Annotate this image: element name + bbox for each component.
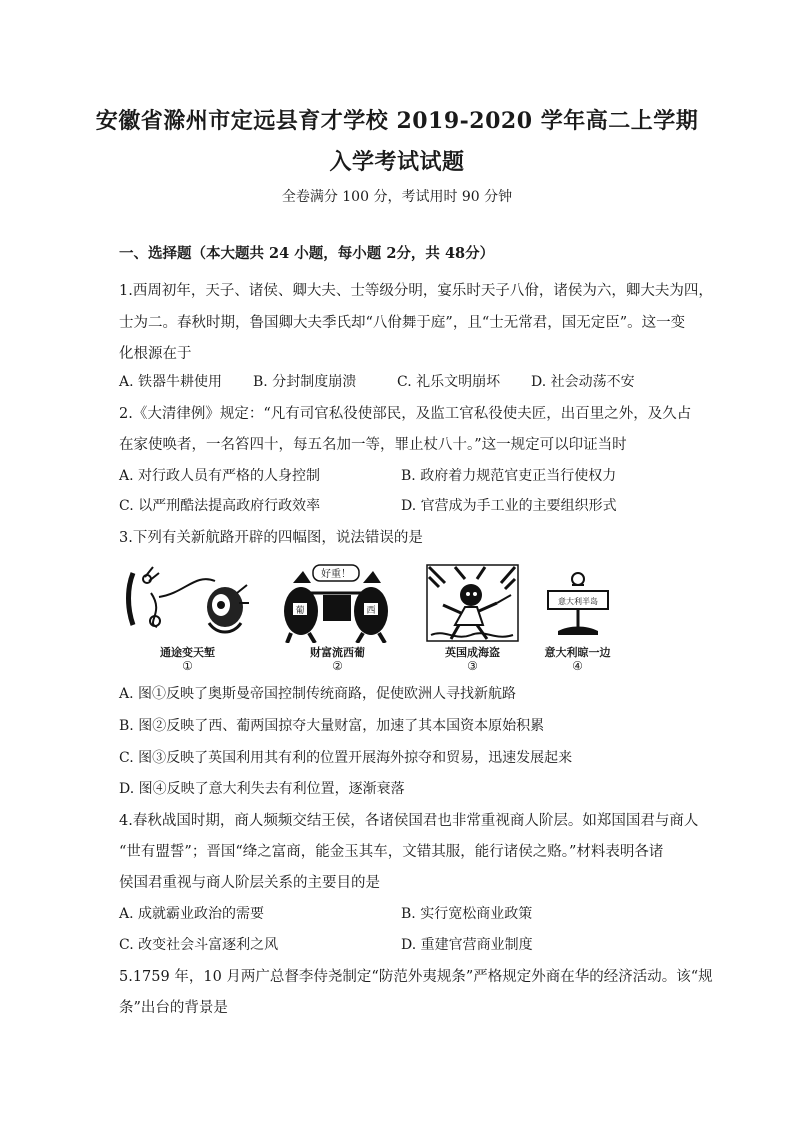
question-1-option-d: D. 社会动荡不安 — [531, 374, 635, 390]
cartoon-2-number: ② — [332, 659, 343, 673]
question-1-option-b: B. 分封制度崩溃 — [253, 374, 357, 390]
question-3-option-d: D. 图④反映了意大利失去有利位置，逐渐衰落 — [119, 781, 405, 797]
cartoon-4-sign: 意大利半岛 — [558, 597, 598, 606]
cartoon-3-image — [425, 563, 520, 643]
cartoon-panel-4 — [530, 563, 625, 678]
question-1-line-3: 化根源在于 — [119, 346, 192, 362]
question-4-option-b: B. 实行宽松商业政策 — [401, 906, 533, 922]
cartoon-2-image — [275, 563, 400, 643]
cartoon-2-bubble: 好重！ — [321, 569, 351, 580]
cartoon-2-bag-right: 西 — [366, 606, 376, 616]
cartoon-3-caption: 英国成海盗 — [445, 646, 500, 659]
cartoon-panel-2 — [275, 563, 400, 678]
question-1-option-a: A. 铁器牛耕使用 — [119, 374, 223, 390]
question-2-option-d: D. 官营成为手工业的主要组织形式 — [401, 498, 617, 514]
question-4-line-2: “世有盟誓”；晋国“绛之富商，能金玉其车，文错其服，能行诸侯之赂。”材料表明各诸 — [119, 844, 664, 860]
question-2-line-2: 在家使唤者，一名笞四十，每五名加一等，罪止杖八十。”这一规定可以印证当时 — [119, 437, 627, 453]
question-2-option-b: B. 政府着力规范官吏正当行使权力 — [401, 468, 617, 484]
cartoon-2-caption: 财富流西葡 — [310, 646, 365, 659]
question-4-line-1: 4.春秋战国时期，商人频频交结王侯，各诸侯国君也非常重视商人阶层。如郑国国君与商人 — [119, 813, 699, 829]
cartoon-2-bag-left: 葡 — [295, 606, 305, 616]
question-2-option-c: C. 以严刑酷法提高政府行政效率 — [119, 498, 321, 514]
question-1-option-c: C. 礼乐文明崩坏 — [397, 374, 501, 390]
question-1-line-1: 1.西周初年，天子、诸侯、卿大夫、士等级分明，宴乐时天子八佾，诸侯为六，卿大夫为四， — [119, 283, 713, 299]
question-3-option-b: B. 图②反映了西、葡两国掠夺大量财富，加速了其本国资本原始积累 — [119, 718, 545, 734]
cartoon-4-number: ④ — [572, 659, 583, 673]
question-3-line-1: 3.下列有关新航路开辟的四幅图，说法错误的是 — [119, 530, 423, 546]
cartoon-4-image — [530, 563, 625, 643]
question-4-option-a: A. 成就霸业政治的需要 — [119, 906, 265, 922]
cartoon-1-image — [125, 563, 250, 643]
question-3-option-a: A. 图①反映了奥斯曼帝国控制传统商路，促使欧洲人寻找新航路 — [119, 686, 517, 702]
section-heading: 一、选择题（本大题共 24 小题，每小题 2分，共 48分） — [119, 245, 495, 262]
question-4-line-3: 侯国君重视与商人阶层关系的主要目的是 — [119, 875, 380, 891]
question-5-line-1: 5.1759 年，10 月两广总督李侍尧制定“防范外夷规条”严格规定外商在华的经济活动。该“规 — [119, 969, 713, 985]
cartoon-panel-3 — [425, 563, 520, 678]
question-3-cartoons — [125, 563, 625, 678]
question-3-option-c: C. 图③反映了英国利用其有利的位置开展海外掠夺和贸易，迅速发展起来 — [119, 750, 573, 766]
cartoon-1-caption: 通途变天堑 — [160, 646, 215, 659]
exam-subtitle: 全卷满分 100 分，考试用时 90 分钟 — [281, 189, 513, 205]
cartoon-4-caption: 意大利晾一边 — [544, 646, 611, 659]
cartoon-panel-1 — [125, 563, 250, 678]
question-4-option-c: C. 改变社会斗富逐利之风 — [119, 937, 279, 953]
question-2-line-1: 2.《大清律例》规定：“凡有司官私役使部民，及监工官私役使夫匠，出百里之外，及久占 — [119, 406, 692, 422]
cartoon-3-number: ③ — [467, 659, 478, 673]
cartoon-1-number: ① — [182, 659, 193, 673]
exam-title-line2: 入学考试试题 — [329, 149, 465, 175]
exam-title-line1: 安徽省滁州市定远县育才学校 2019-2020 学年高二上学期 — [95, 108, 699, 134]
question-1-line-2: 士为二。春秋时期，鲁国卿大夫季氏却“八佾舞于庭”，且“士无常君，国无定臣”。这一变 — [119, 315, 686, 331]
question-5-line-2: 条”出台的背景是 — [119, 1000, 228, 1016]
question-2-option-a: A. 对行政人员有严格的人身控制 — [119, 468, 321, 484]
question-4-option-d: D. 重建官营商业制度 — [401, 937, 533, 953]
